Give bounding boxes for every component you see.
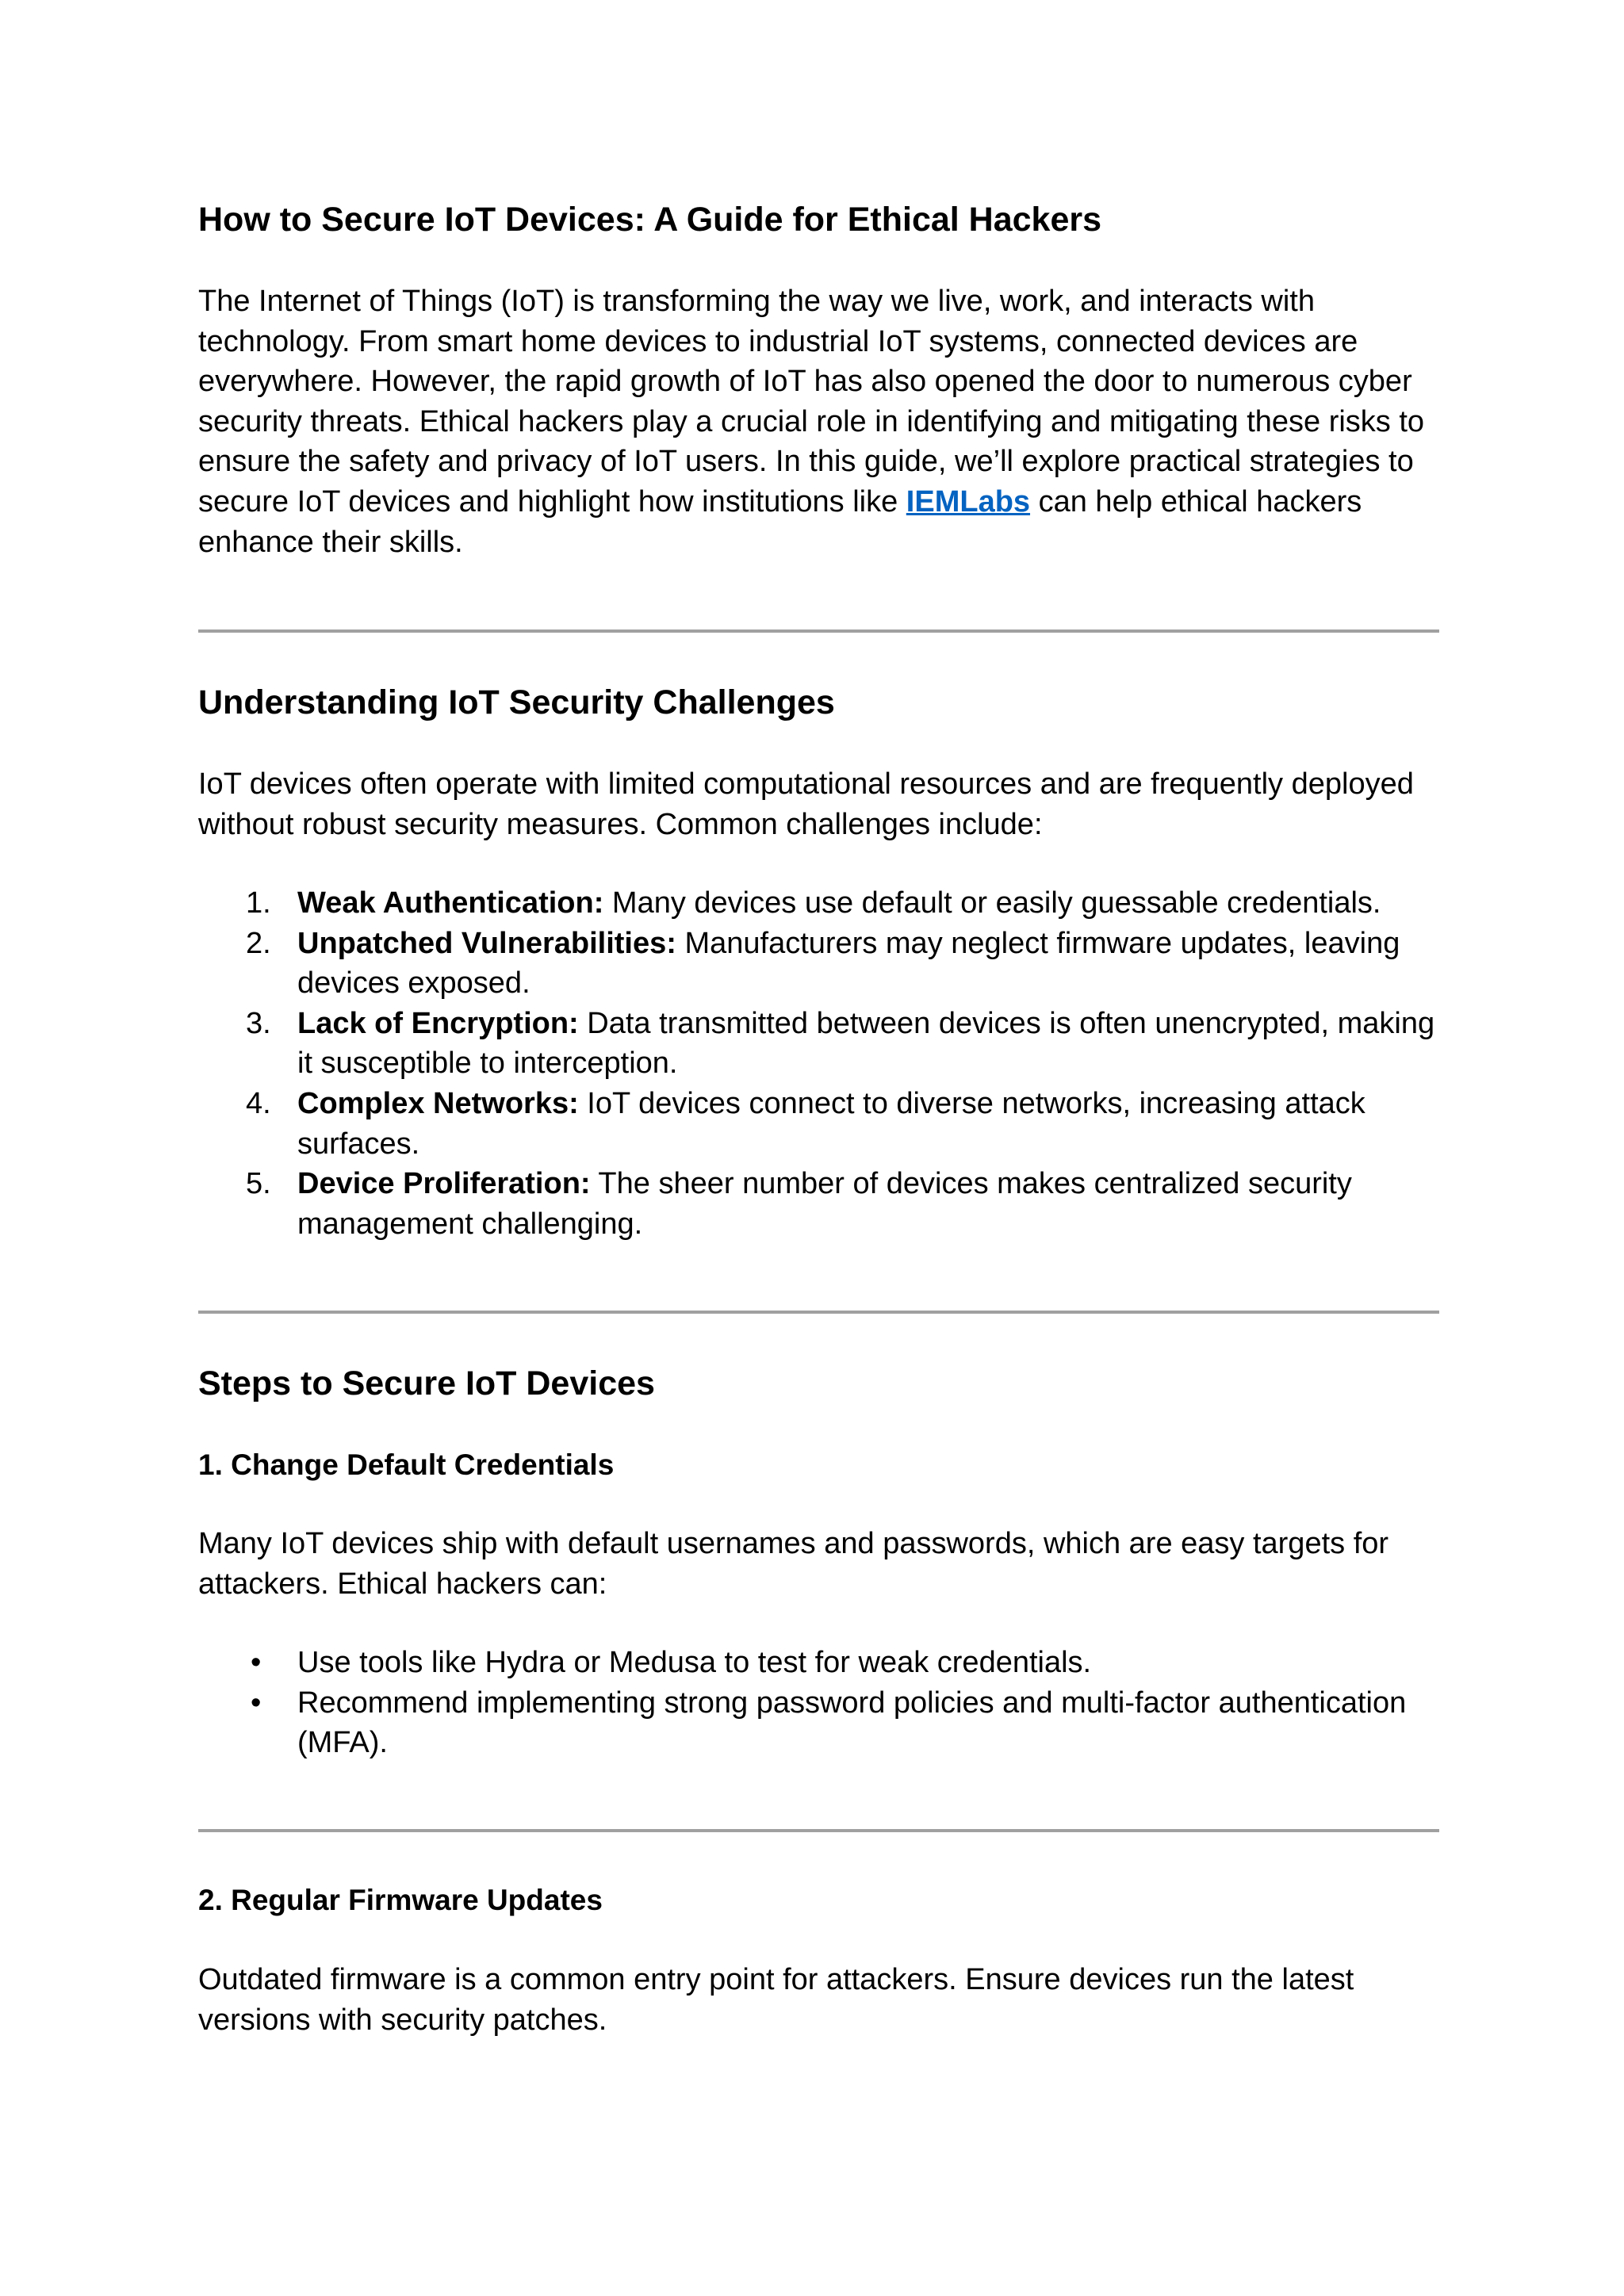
list-item xyxy=(198,1084,1439,1164)
list-number: 4. xyxy=(246,1086,271,1120)
list-number: 2. xyxy=(246,926,271,960)
intro-text-before-link: The Internet of Things (IoT) is transforming the way we live, work, and interacts with technology. From smart home devices to industrial IoT systems, connected devices are everywhere. However, the rapid growth of IoT has also opened the door to numerous cyber security threats. Ethical hackers play a crucial role in identifying and mitigating these risks to ensure the safety and privacy of IoT users. In this guide, we’ll explore practical strategies to secure IoT devices and highlight how institutions like xyxy=(198,285,1425,519)
step1-paragraph: Many IoT devices ship with default usernames and passwords, which are easy targets for attackers. Ethical hackers can: xyxy=(198,1527,1389,1601)
intro-text-after-link: can help ethical hackers enhance their skills. xyxy=(198,484,1362,559)
list-item-term: Complex Networks: xyxy=(297,1086,579,1120)
list-item xyxy=(198,924,1439,1004)
list-item-term: Weak Authentication: xyxy=(297,886,604,920)
section-divider xyxy=(198,1829,1439,1832)
list-item-term: Device Proliferation: xyxy=(297,1167,591,1201)
challenges-heading: Understanding IoT Security Challenges xyxy=(198,683,835,721)
list-item-text: Manufacturers may neglect firmware updates, leaving devices exposed. xyxy=(297,926,1400,1001)
bullet-icon: • xyxy=(251,1646,262,1679)
list-item xyxy=(198,1164,1439,1244)
step2-heading: 2. Regular Firmware Updates xyxy=(198,1884,603,1916)
step1-bullet-list xyxy=(198,1643,1439,1763)
list-number: 1. xyxy=(246,886,271,920)
list-item xyxy=(198,1643,1439,1683)
steps-heading: Steps to Secure IoT Devices xyxy=(198,1364,655,1402)
step1-heading: 1. Change Default Credentials xyxy=(198,1448,615,1481)
list-item-text: IoT devices connect to diverse networks, increasing attack surfaces. xyxy=(297,1086,1365,1161)
list-item xyxy=(198,883,1439,924)
list-item-text: Many devices use default or easily guessable credentials. xyxy=(603,886,1381,920)
list-item-text: Use tools like Hydra or Medusa to test for weak credentials. xyxy=(297,1646,1092,1679)
list-item-term: Unpatched Vulnerabilities: xyxy=(297,926,676,960)
list-item xyxy=(198,1004,1439,1084)
bullet-icon: • xyxy=(251,1686,262,1720)
list-item-text: Recommend implementing strong password policies and multi-factor authentication (MFA). xyxy=(297,1686,1407,1760)
list-item-term: Lack of Encryption: xyxy=(297,1006,579,1040)
list-item-text: Data transmitted between devices is often unencrypted, making it susceptible to interception. xyxy=(297,1006,1435,1081)
iemlabs-link[interactable]: IEMLabs xyxy=(906,484,1031,519)
intro-paragraph xyxy=(198,281,1439,562)
list-item-text: The sheer number of devices makes centralized security management challenging. xyxy=(297,1167,1352,1241)
section-divider xyxy=(198,629,1439,633)
step2-paragraph: Outdated firmware is a common entry point for attackers. Ensure devices run the latest versions with security patches. xyxy=(198,1963,1354,2037)
challenges-intro: IoT devices often operate with limited computational resources and are frequently deployed without robust security measures. Common challenges include: xyxy=(198,767,1414,841)
page-title: How to Secure IoT Devices: A Guide for Ethical Hackers xyxy=(198,201,1102,239)
list-item xyxy=(198,1683,1439,1763)
section-divider xyxy=(198,1311,1439,1314)
challenges-list xyxy=(198,883,1439,1244)
list-number: 5. xyxy=(246,1167,271,1201)
list-number: 3. xyxy=(246,1006,271,1040)
